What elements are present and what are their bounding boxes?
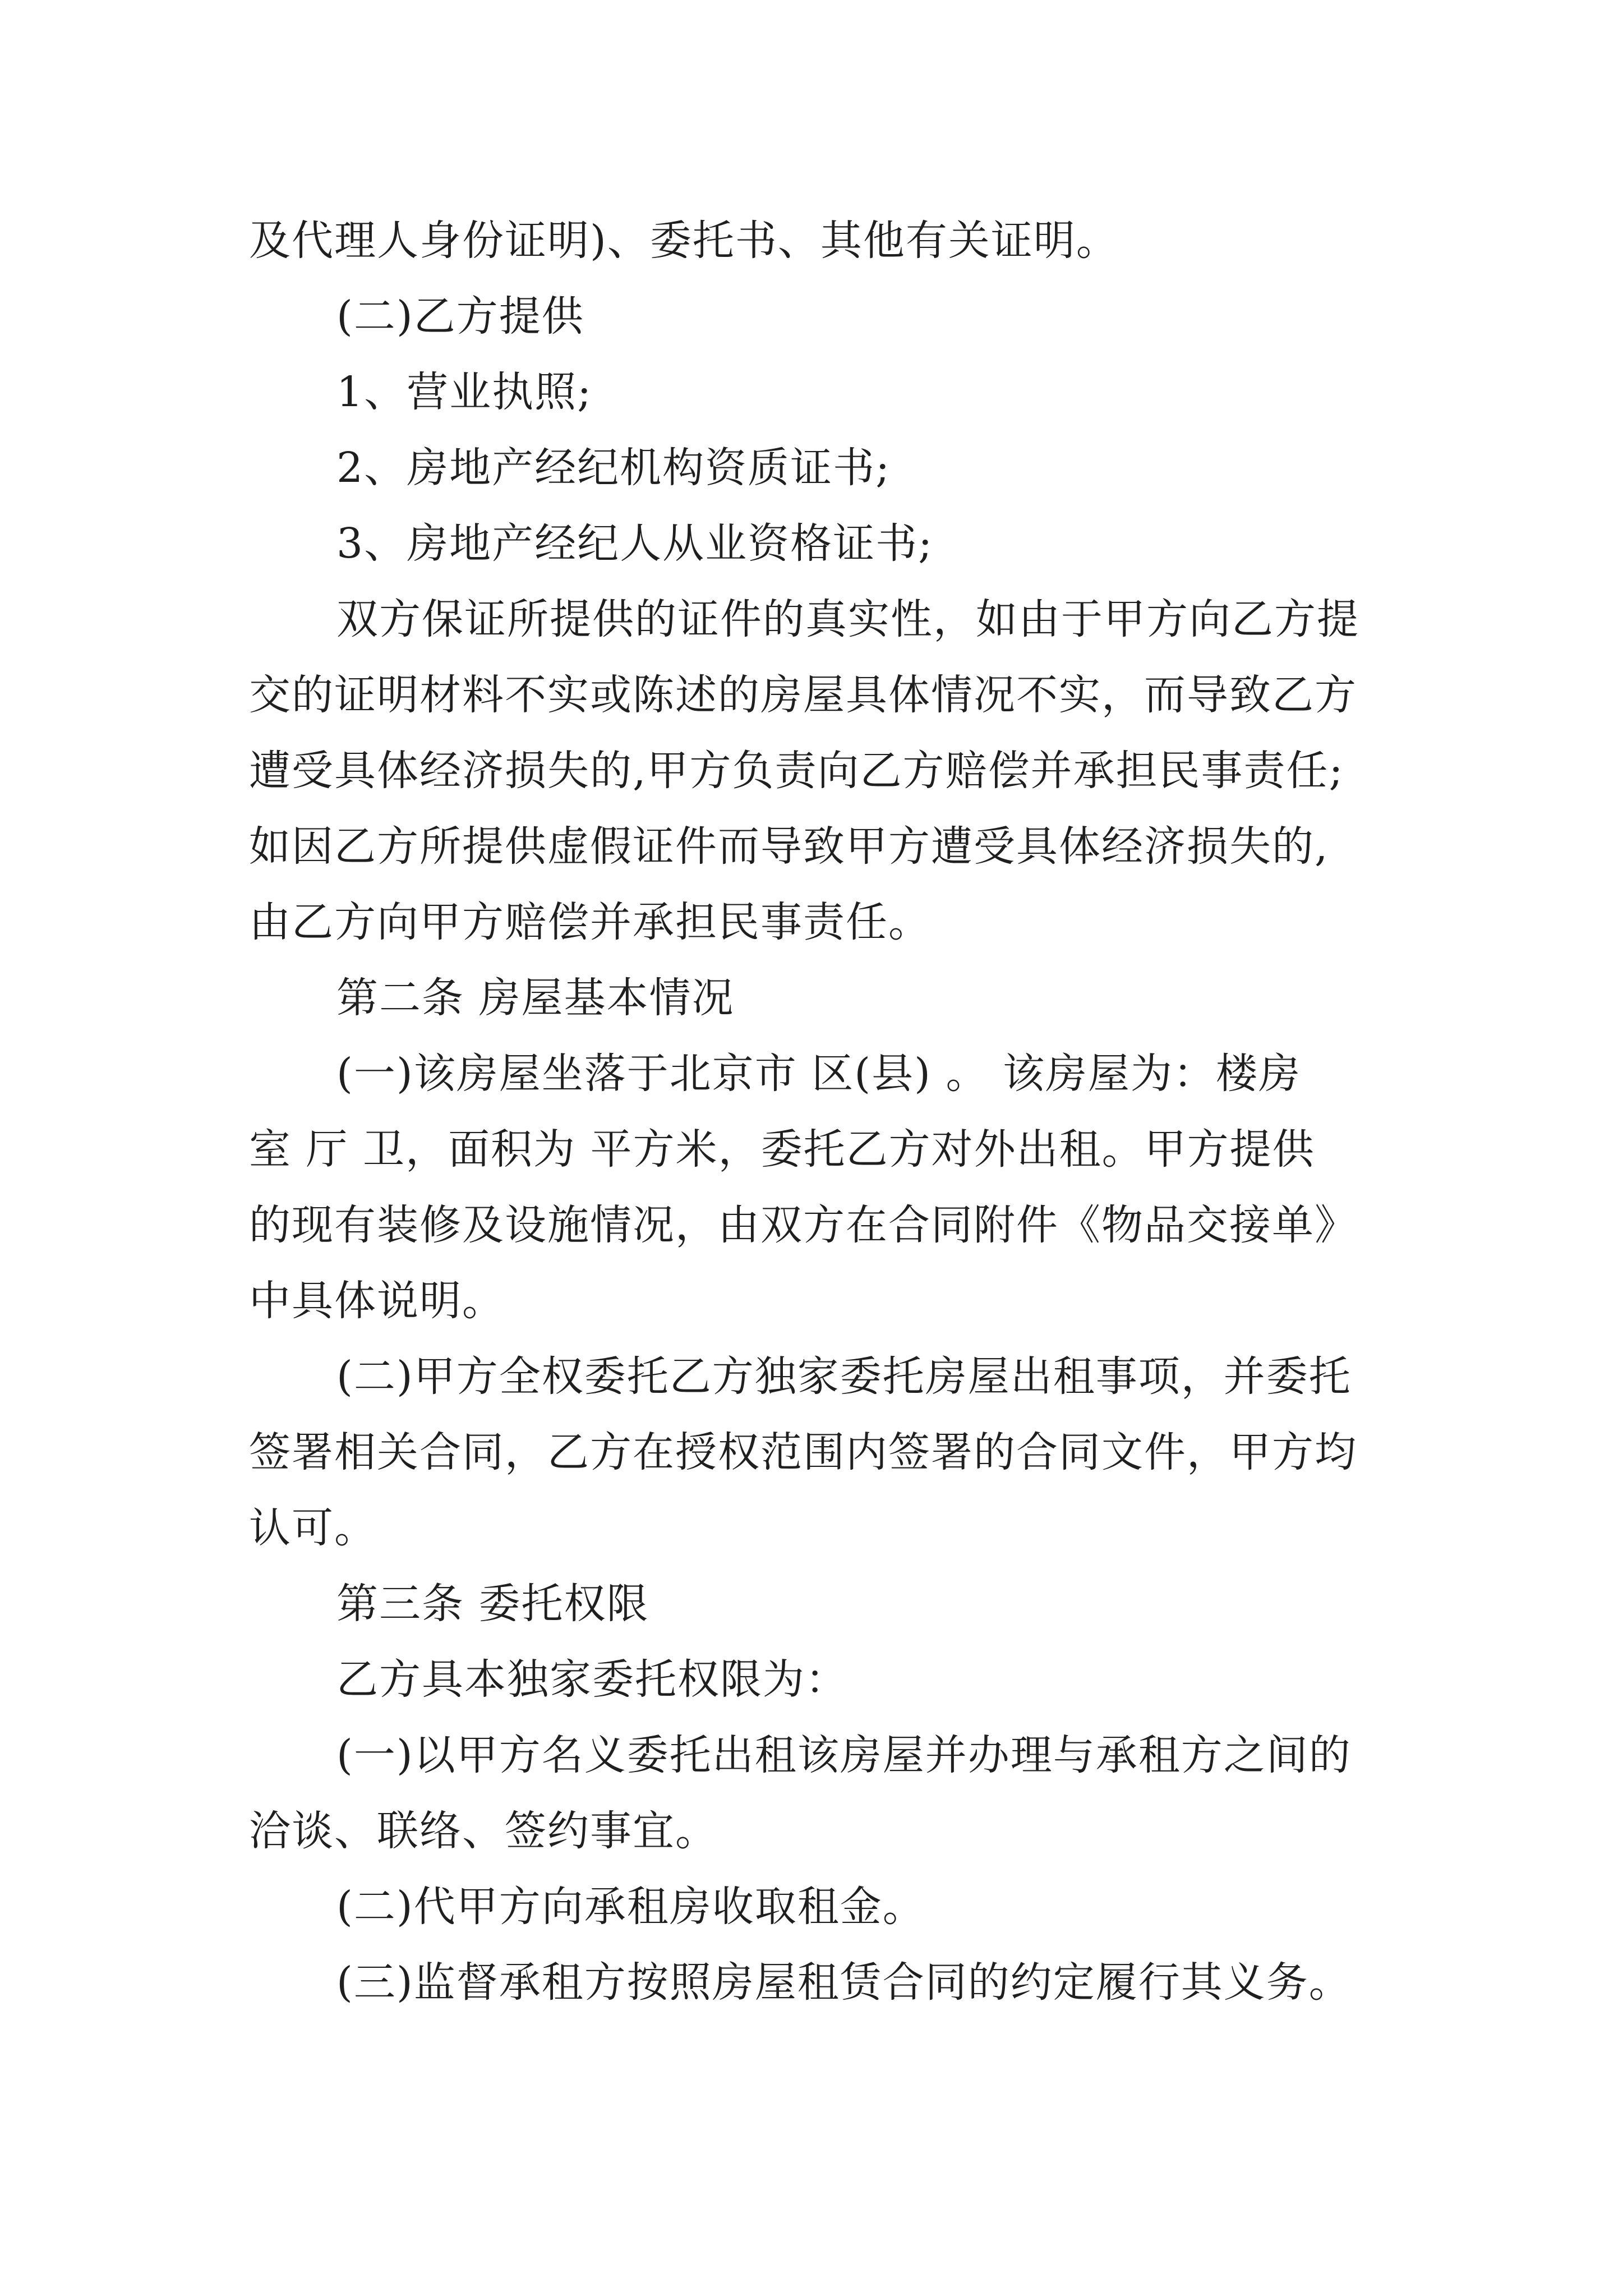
paragraph-line: 洽谈、联络、签约事宜。 (249, 1807, 718, 1855)
paragraph-line: 由乙方向甲方赔偿并承担民事责任。 (249, 898, 931, 946)
paragraph-line: 乙方具本独家委托权限为： (336, 1655, 848, 1704)
paragraph-line: (二)甲方全权委托乙方独家委托房屋出租事项，并委托 (336, 1352, 1352, 1401)
article-heading: 第二条 房屋基本情况 (336, 974, 735, 1022)
paragraph-line: (二)代甲方向承租房收取租金。 (336, 1883, 925, 1931)
article-heading: 第三条 委托权限 (336, 1580, 649, 1628)
paragraph-line: 认可。 (249, 1504, 377, 1552)
paragraph-line: 双方保证所提供的证件的真实性，如由于甲方向乙方提 (336, 595, 1359, 643)
list-item: 1、营业执照; (336, 368, 593, 416)
text-line: 及代理人身份证明)、委托书、其他有关证明。 (249, 217, 1119, 265)
paragraph-line: 的现有装修及设施情况，由双方在合同附件《物品交接单》 (249, 1201, 1357, 1249)
paragraph-line: (三)监督承租方按照房屋租赁合同的约定履行其义务。 (336, 1958, 1352, 2007)
paragraph-line: 交的证明材料不实或陈述的房屋具体情况不实，而导致乙方 (249, 671, 1357, 719)
list-item: 2、房地产经纪机构资质证书; (336, 444, 891, 492)
list-item: 3、房地产经纪人从业资格证书; (336, 519, 934, 568)
paragraph-line: (一)以甲方名义委托出租该房屋并办理与承租方之间的 (336, 1731, 1352, 1779)
paragraph-line: 如因乙方所提供虚假证件而导致甲方遭受具体经济损失的, (249, 822, 1329, 871)
paragraph-line: (一)该房屋坐落于北京市 区(县) 。 该房屋为：楼房 (336, 1050, 1302, 1098)
paragraph-line: 签署相关合同，乙方在授权范围内签署的合同文件，甲方均 (249, 1428, 1357, 1476)
section-heading: (二)乙方提供 (336, 292, 584, 341)
paragraph-line: 中具体说明。 (249, 1277, 505, 1325)
paragraph-line: 遭受具体经济损失的,甲方负责向乙方赔偿并承担民事责任; (249, 747, 1344, 795)
paragraph-line: 室 厅 卫，面积为 平方米，委托乙方对外出租。甲方提供 (249, 1125, 1315, 1174)
